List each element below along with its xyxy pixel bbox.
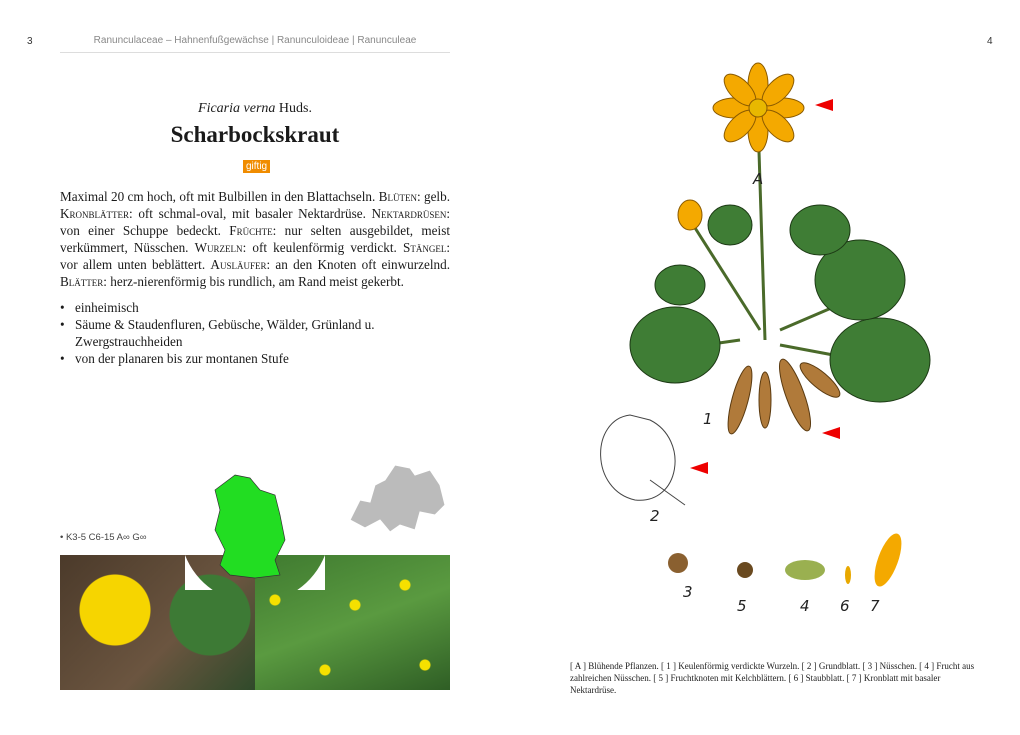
- scientific-name: [60, 101, 450, 117]
- description-term: Früchte: [229, 223, 273, 238]
- figure-label: 2: [650, 507, 660, 525]
- description-text: : herz-nierenförmig bis rundlich, am Rand meist gekerbt.: [103, 274, 404, 289]
- figure-label: 4: [800, 597, 810, 615]
- description-text: : gelb.: [416, 189, 450, 204]
- toxicity-badge: giftig: [243, 160, 270, 173]
- description-text: : von einer Schuppe bedeckt.: [60, 206, 450, 238]
- description-text: : vor allem unten beblättert.: [60, 240, 450, 272]
- description-term: Ausläufer: [210, 257, 267, 272]
- description-text: : nur selten ausgebildet, meist verkümmert, Nüsschen.: [60, 223, 450, 255]
- page-title: Scharbockskraut: [170, 122, 340, 147]
- botanical-illustration: [590, 60, 940, 620]
- figure-caption: [ A ] Blühende Pflanzen. [ 1 ] Keulenförmig verdickte Wurzeln. [ 2 ] Grundblatt. [ 3 ] Nüsschen. [ 4 ] Frucht aus zahlreichen Nüsschen. [ 5 ] Fruchtknoten mit Kelchblättern. [ 6 ] Staubblatt. [ 7 ] Kronblatt mit basaler Nektardrüse.: [570, 661, 975, 695]
- running-header: Ranunculaceae – Hahnenfußgewächse | Ranunculoideae | Ranunculeae: [60, 35, 450, 53]
- europe-map: [340, 460, 455, 540]
- figure-label: A: [753, 170, 764, 188]
- description-term: Stängel: [403, 240, 447, 255]
- flower-formula: • K3-5 C6-15 A∞ G∞: [60, 532, 147, 543]
- page-number-left: 3: [27, 36, 33, 47]
- figure-label: 1: [703, 410, 713, 428]
- description-term: Blätter: [60, 274, 104, 289]
- description-text: : oft keulenförmig verdickt.: [242, 240, 403, 255]
- list-item: • Säume & Staudenfluren, Gebüsche, Wälder, Grünland u. Zwergstrauchheiden: [60, 316, 450, 350]
- germany-map-circle: [185, 470, 325, 590]
- habitat-list: [60, 299, 450, 367]
- description-text: : an den Knoten oft einwurzelnd.: [266, 257, 450, 272]
- description-text: Maximal 20 cm hoch, oft mit Bulbillen in den Blattachseln.: [60, 189, 379, 204]
- description-term: Kronblätter: [60, 206, 130, 221]
- description-text: : oft schmal-oval, mit basaler Nektardrüse.: [129, 206, 372, 221]
- author: Huds.: [275, 101, 312, 116]
- description-term: Nektardrüsen: [371, 206, 447, 221]
- figure-label: 7: [870, 597, 880, 615]
- figure-label: 3: [683, 583, 693, 601]
- figure-label: 5: [737, 597, 747, 615]
- description: [60, 188, 450, 290]
- list-item: • einheimisch: [60, 299, 450, 316]
- genus-species: Ficaria verna: [198, 101, 276, 116]
- list-item: • von der planaren bis zur montanen Stufe: [60, 350, 450, 367]
- page-number-right: 4: [987, 36, 993, 47]
- figure-label: 6: [840, 597, 850, 615]
- description-term: Blüten: [378, 189, 417, 204]
- formula-text: K3-5 C6-15 A∞ G∞: [65, 532, 147, 543]
- description-term: Wurzeln: [194, 240, 243, 255]
